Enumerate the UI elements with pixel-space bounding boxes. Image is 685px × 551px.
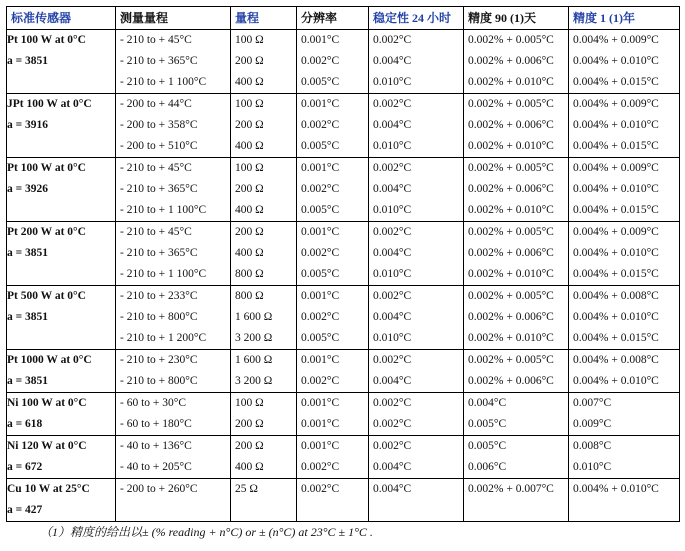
sensor-name: Pt 200 W at 0°C — [7, 226, 86, 238]
cell-value: 0.004°C — [373, 247, 412, 259]
cell-value: 0.001°C — [301, 354, 340, 366]
sensor-group-row — [7, 436, 680, 479]
range-cell — [231, 393, 297, 436]
cell-value: 400 Ω — [235, 76, 264, 88]
cell-value: 0.001°C — [301, 34, 340, 46]
cell-value: - 210 to + 365°C — [120, 55, 198, 67]
cell-value: 3 200 Ω — [235, 375, 273, 387]
sensor-cell — [7, 286, 116, 350]
cell-value: 0.004% + 0.010°C — [573, 375, 659, 387]
cell-value: 3 200 Ω — [235, 332, 273, 344]
accuracy-1y-cell — [569, 479, 680, 522]
cell-value: 0.002% + 0.005°C — [468, 354, 554, 366]
cell-value: 0.005°C — [468, 418, 507, 430]
measurement-range-cell — [116, 94, 231, 158]
cell-value: 0.002°C — [301, 119, 340, 131]
cell-value: 0.002°C — [373, 162, 412, 174]
accuracy-1y-cell — [569, 94, 680, 158]
sensor-name: JPt 100 W at 0°C — [7, 98, 92, 110]
cell-value: 0.002% + 0.010°C — [468, 140, 554, 152]
cell-value: 0.002% + 0.010°C — [468, 268, 554, 280]
header-accuracy-90d: 精度 90 (1)天 — [464, 7, 569, 30]
stability-cell — [369, 286, 464, 350]
measurement-range-cell — [116, 222, 231, 286]
cell-value: 100 Ω — [235, 397, 264, 409]
accuracy-1y-cell — [569, 393, 680, 436]
cell-value: 0.004% + 0.015°C — [573, 204, 659, 216]
sensor-alpha: a = 3851 — [7, 311, 49, 323]
range-cell — [231, 436, 297, 479]
cell-value: 0.002% + 0.006°C — [468, 183, 554, 195]
accuracy-90d-cell — [464, 479, 569, 522]
sensor-name: Ni 100 W at 0°C — [7, 397, 87, 409]
cell-value: 0.004°C — [373, 461, 412, 473]
range-cell — [231, 30, 297, 94]
cell-value: 0.004% + 0.015°C — [573, 140, 659, 152]
cell-value: - 210 to + 45°C — [120, 226, 192, 238]
cell-value: 0.002°C — [373, 397, 412, 409]
cell-value: 0.002% + 0.005°C — [468, 34, 554, 46]
cell-value: 400 Ω — [235, 247, 264, 259]
sensor-name: Pt 1000 W at 0°C — [7, 354, 92, 366]
cell-value: - 60 to + 180°C — [120, 418, 192, 430]
sensor-name: Pt 500 W at 0°C — [7, 290, 86, 302]
cell-value: 200 Ω — [235, 440, 264, 452]
sensor-cell — [7, 158, 116, 222]
cell-value: 0.004°C — [373, 55, 412, 67]
sensor-alpha: a = 3916 — [7, 119, 49, 131]
accuracy-1y-cell — [569, 286, 680, 350]
accuracy-90d-cell — [464, 222, 569, 286]
cell-value: 0.002°C — [373, 98, 412, 110]
header-range: 量程 — [231, 7, 297, 30]
accuracy-90d-cell — [464, 436, 569, 479]
cell-value: - 210 to + 233°C — [120, 290, 198, 302]
resolution-cell — [297, 393, 369, 436]
cell-value: 100 Ω — [235, 34, 264, 46]
sensor-group-row — [7, 222, 680, 286]
cell-value: - 210 to + 1 100°C — [120, 204, 207, 216]
cell-value: 100 Ω — [235, 98, 264, 110]
cell-value: 25 Ω — [235, 483, 258, 495]
resolution-cell — [297, 30, 369, 94]
cell-value: 0.007°C — [573, 397, 612, 409]
measurement-range-cell — [116, 479, 231, 522]
cell-value: 0.004% + 0.015°C — [573, 332, 659, 344]
sensor-spec-table — [6, 6, 680, 522]
cell-value: 0.004% + 0.015°C — [573, 76, 659, 88]
sensor-cell — [7, 479, 116, 522]
cell-value: 1 600 Ω — [235, 311, 273, 323]
cell-value: 0.004% + 0.009°C — [573, 98, 659, 110]
cell-value: 0.005°C — [301, 140, 340, 152]
sensor-group-row — [7, 479, 680, 522]
cell-value: 0.004% + 0.015°C — [573, 268, 659, 280]
accuracy-90d-cell — [464, 158, 569, 222]
stability-cell — [369, 30, 464, 94]
cell-value: 0.002°C — [373, 290, 412, 302]
cell-value: 0.004% + 0.009°C — [573, 226, 659, 238]
cell-value: 0.002°C — [301, 461, 340, 473]
sensor-cell — [7, 436, 116, 479]
cell-value: 0.004% + 0.010°C — [573, 311, 659, 323]
accuracy-90d-cell — [464, 94, 569, 158]
sensor-cell — [7, 350, 116, 393]
range-cell — [231, 158, 297, 222]
cell-value: 0.010°C — [373, 76, 412, 88]
cell-value: 0.009°C — [573, 418, 612, 430]
resolution-cell — [297, 479, 369, 522]
cell-value: 0.008°C — [573, 440, 612, 452]
cell-value: - 210 to + 1 200°C — [120, 332, 207, 344]
cell-value: 0.004% + 0.010°C — [573, 55, 659, 67]
cell-value: - 210 to + 1 100°C — [120, 76, 207, 88]
cell-value: 0.005°C — [301, 268, 340, 280]
range-cell — [231, 350, 297, 393]
cell-value: 0.010°C — [373, 140, 412, 152]
resolution-cell — [297, 158, 369, 222]
cell-value: 200 Ω — [235, 119, 264, 131]
cell-value: 0.002°C — [373, 418, 412, 430]
cell-value: 1 600 Ω — [235, 354, 273, 366]
accuracy-1y-cell — [569, 158, 680, 222]
header-sensor: 标准传感器 — [7, 7, 116, 30]
sensor-alpha: a = 3851 — [7, 247, 49, 259]
range-cell — [231, 222, 297, 286]
cell-value: 0.002°C — [373, 354, 412, 366]
cell-value: 200 Ω — [235, 183, 264, 195]
cell-value: 0.002°C — [373, 34, 412, 46]
accuracy-1y-cell — [569, 222, 680, 286]
table-header-row — [7, 7, 680, 30]
sensor-cell — [7, 222, 116, 286]
cell-value: - 210 to + 800°C — [120, 375, 198, 387]
cell-value: 0.002°C — [301, 311, 340, 323]
cell-value: 400 Ω — [235, 140, 264, 152]
cell-value: 0.004% + 0.009°C — [573, 162, 659, 174]
cell-value: 0.010°C — [373, 268, 412, 280]
header-stability-24h: 稳定性 24 小时 — [369, 7, 464, 30]
cell-value: 0.004°C — [373, 119, 412, 131]
cell-value: 0.002°C — [301, 247, 340, 259]
cell-value: 0.002°C — [301, 483, 340, 495]
cell-value: 400 Ω — [235, 461, 264, 473]
cell-value: 0.006°C — [468, 461, 507, 473]
sensor-alpha: a = 3926 — [7, 183, 49, 195]
sensor-group-row — [7, 30, 680, 94]
accuracy-1y-cell — [569, 350, 680, 393]
sensor-alpha: a = 3851 — [7, 55, 49, 67]
range-cell — [231, 286, 297, 350]
measurement-range-cell — [116, 158, 231, 222]
stability-cell — [369, 350, 464, 393]
cell-value: - 200 to + 358°C — [120, 119, 198, 131]
sensor-name: Cu 10 W at 25°C — [7, 483, 90, 495]
cell-value: - 40 to + 205°C — [120, 461, 192, 473]
measurement-range-cell — [116, 436, 231, 479]
range-cell — [231, 479, 297, 522]
cell-value: 200 Ω — [235, 55, 264, 67]
cell-value: 0.002% + 0.010°C — [468, 76, 554, 88]
stability-cell — [369, 436, 464, 479]
measurement-range-cell — [116, 393, 231, 436]
accuracy-1y-cell — [569, 30, 680, 94]
cell-value: 0.004% + 0.010°C — [573, 183, 659, 195]
cell-value: 0.004% + 0.010°C — [573, 483, 659, 495]
sensor-group-row — [7, 158, 680, 222]
stability-cell — [369, 94, 464, 158]
cell-value: 0.001°C — [301, 290, 340, 302]
cell-value: 0.002% + 0.010°C — [468, 332, 554, 344]
accuracy-1y-cell — [569, 436, 680, 479]
cell-value: 0.004% + 0.008°C — [573, 290, 659, 302]
cell-value: - 210 to + 45°C — [120, 34, 192, 46]
cell-value: - 210 to + 800°C — [120, 311, 198, 323]
range-cell — [231, 94, 297, 158]
sensor-alpha: a = 3851 — [7, 375, 49, 387]
cell-value: 0.010°C — [373, 332, 412, 344]
header-measurement-range: 测量量程 — [116, 7, 231, 30]
cell-value: 0.004°C — [373, 375, 412, 387]
resolution-cell — [297, 436, 369, 479]
measurement-range-cell — [116, 30, 231, 94]
cell-value: 0.001°C — [301, 226, 340, 238]
cell-value: 0.004% + 0.010°C — [573, 247, 659, 259]
cell-value: 0.004°C — [373, 183, 412, 195]
cell-value: 400 Ω — [235, 204, 264, 216]
sensor-name: Pt 100 W at 0°C — [7, 34, 86, 46]
stability-cell — [369, 158, 464, 222]
sensor-group-row — [7, 350, 680, 393]
sensor-alpha: a = 672 — [7, 461, 43, 473]
resolution-cell — [297, 286, 369, 350]
cell-value: - 60 to + 30°C — [120, 397, 187, 409]
cell-value: - 210 to + 365°C — [120, 183, 198, 195]
cell-value: 800 Ω — [235, 268, 264, 280]
sensor-name: Pt 100 W at 0°C — [7, 162, 86, 174]
cell-value: 0.002% + 0.006°C — [468, 311, 554, 323]
cell-value: 0.001°C — [301, 418, 340, 430]
stability-cell — [369, 222, 464, 286]
cell-value: 0.002°C — [301, 55, 340, 67]
sensor-group-row — [7, 286, 680, 350]
accuracy-90d-cell — [464, 286, 569, 350]
cell-value: 0.001°C — [301, 162, 340, 174]
resolution-cell — [297, 350, 369, 393]
cell-value: - 40 to + 136°C — [120, 440, 192, 452]
stability-cell — [369, 393, 464, 436]
cell-value: - 210 to + 230°C — [120, 354, 198, 366]
sensor-group-row — [7, 94, 680, 158]
cell-value: 0.001°C — [301, 397, 340, 409]
cell-value: 0.004% + 0.010°C — [573, 119, 659, 131]
cell-value: 0.002°C — [373, 226, 412, 238]
cell-value: 0.005°C — [468, 440, 507, 452]
cell-value: - 200 to + 510°C — [120, 140, 198, 152]
header-accuracy-1y: 精度 1 (1)年 — [569, 7, 680, 30]
cell-value: - 200 to + 44°C — [120, 98, 192, 110]
spec-table-container — [6, 6, 679, 522]
sensor-group-row — [7, 393, 680, 436]
resolution-cell — [297, 222, 369, 286]
cell-value: 0.005°C — [301, 204, 340, 216]
cell-value: 0.002% + 0.005°C — [468, 226, 554, 238]
cell-value: 0.002% + 0.005°C — [468, 162, 554, 174]
cell-value: 0.002% + 0.006°C — [468, 247, 554, 259]
cell-value: 0.002% + 0.007°C — [468, 483, 554, 495]
cell-value: - 210 to + 365°C — [120, 247, 198, 259]
sensor-cell — [7, 30, 116, 94]
cell-value: 0.002% + 0.006°C — [468, 119, 554, 131]
cell-value: 100 Ω — [235, 162, 264, 174]
footnote: （1）精度的给出以± (% reading + n°C) or ± (n°C) at 23°C ± 1°C . — [40, 525, 373, 539]
cell-value: 800 Ω — [235, 290, 264, 302]
cell-value: 0.010°C — [373, 204, 412, 216]
sensor-cell — [7, 94, 116, 158]
sensor-cell — [7, 393, 116, 436]
cell-value: 0.002% + 0.006°C — [468, 375, 554, 387]
measurement-range-cell — [116, 350, 231, 393]
header-resolution: 分辨率 — [297, 7, 369, 30]
sensor-name: Ni 120 W at 0°C — [7, 440, 87, 452]
accuracy-90d-cell — [464, 350, 569, 393]
cell-value: 0.005°C — [301, 332, 340, 344]
cell-value: 0.002°C — [301, 183, 340, 195]
cell-value: 0.004% + 0.009°C — [573, 34, 659, 46]
cell-value: 0.004°C — [373, 483, 412, 495]
cell-value: - 210 to + 1 100°C — [120, 268, 207, 280]
cell-value: 0.002% + 0.005°C — [468, 98, 554, 110]
accuracy-90d-cell — [464, 30, 569, 94]
sensor-alpha: a = 618 — [7, 418, 43, 430]
cell-value: 0.010°C — [573, 461, 612, 473]
cell-value: 0.004°C — [373, 311, 412, 323]
cell-value: 0.002% + 0.005°C — [468, 290, 554, 302]
cell-value: - 200 to + 260°C — [120, 483, 198, 495]
cell-value: 200 Ω — [235, 226, 264, 238]
cell-value: 0.002% + 0.006°C — [468, 55, 554, 67]
cell-value: 0.004°C — [468, 397, 507, 409]
cell-value: 200 Ω — [235, 418, 264, 430]
accuracy-90d-cell — [464, 393, 569, 436]
cell-value: 0.002°C — [301, 375, 340, 387]
resolution-cell — [297, 94, 369, 158]
measurement-range-cell — [116, 286, 231, 350]
sensor-alpha: a = 427 — [7, 504, 43, 516]
cell-value: 0.001°C — [301, 98, 340, 110]
cell-value: 0.002% + 0.010°C — [468, 204, 554, 216]
stability-cell — [369, 479, 464, 522]
cell-value: 0.002°C — [373, 440, 412, 452]
cell-value: 0.004% + 0.008°C — [573, 354, 659, 366]
cell-value: 0.005°C — [301, 76, 340, 88]
cell-value: - 210 to + 45°C — [120, 162, 192, 174]
cell-value: 0.001°C — [301, 440, 340, 452]
